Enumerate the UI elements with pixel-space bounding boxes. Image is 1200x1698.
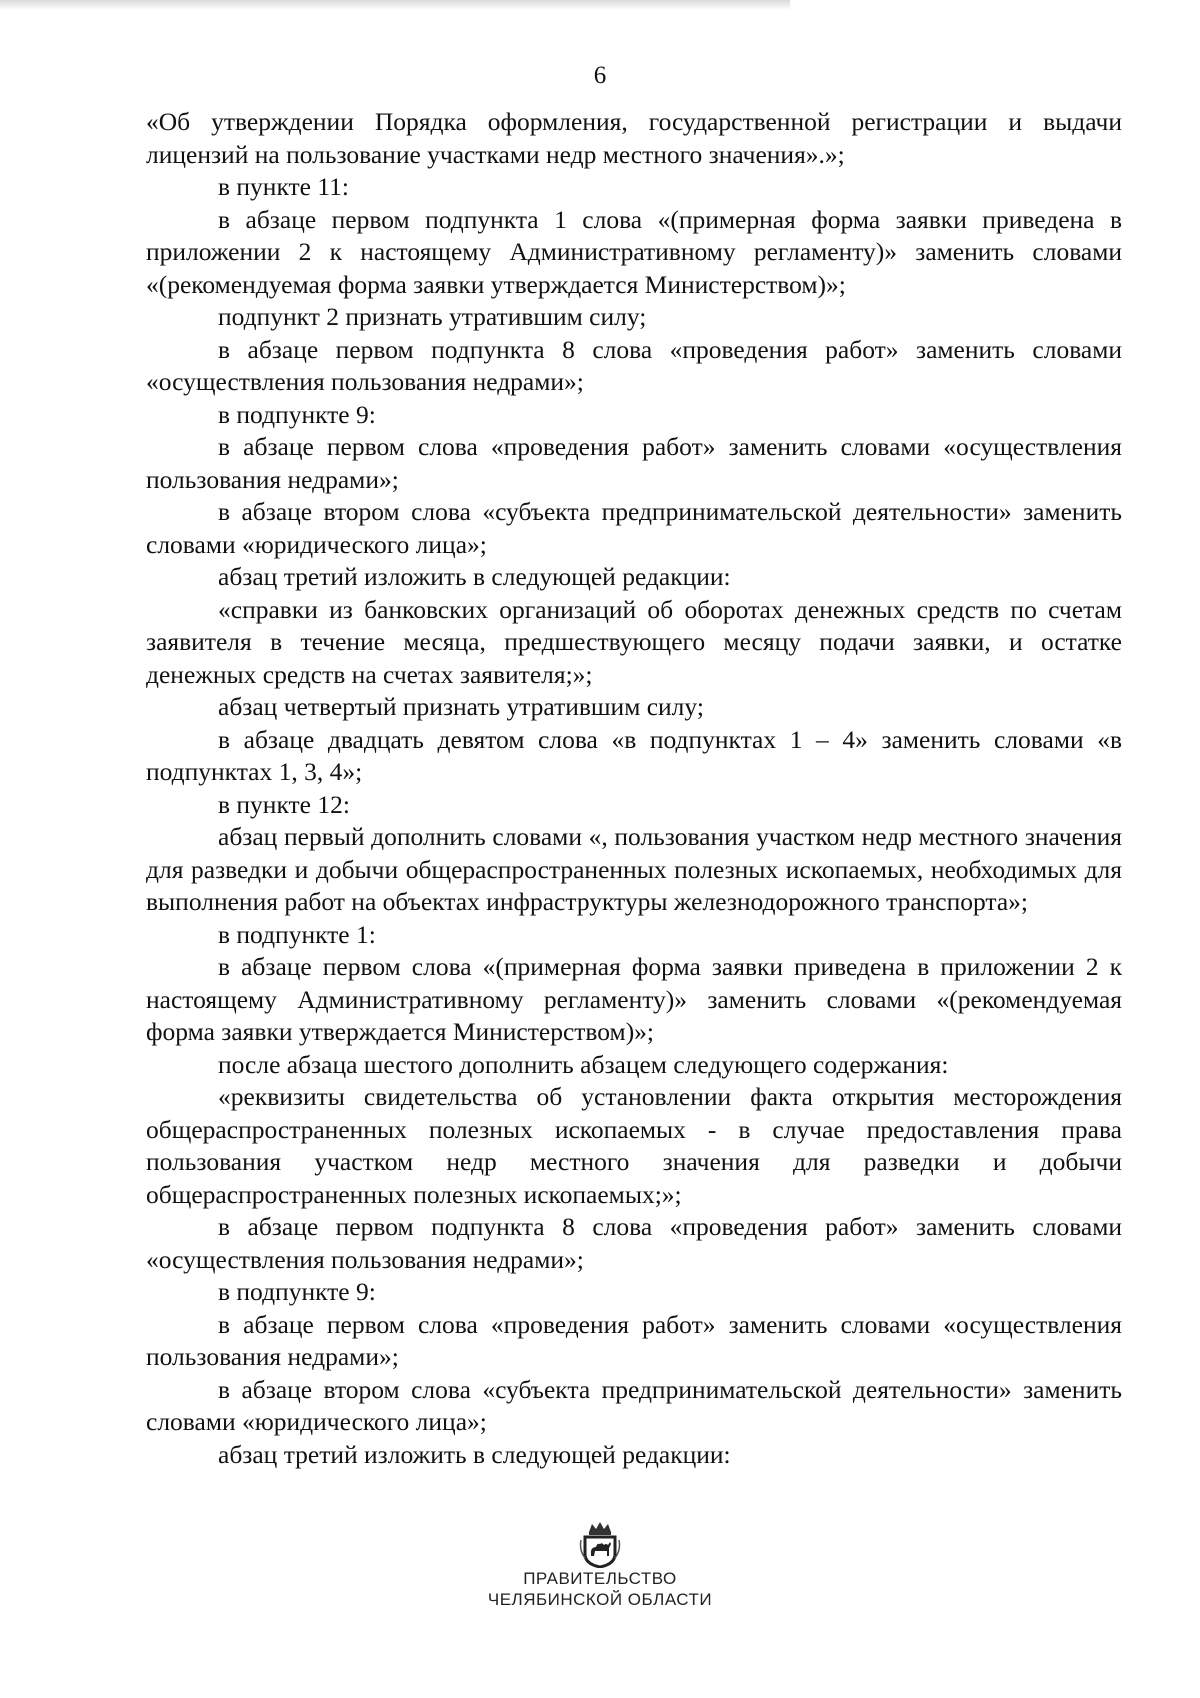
scan-edge-shadow bbox=[0, 0, 790, 10]
paragraph: в абзаце втором слова «субъекта предпринимательской деятельности» заменить словами «юридического лица»; bbox=[146, 1374, 1122, 1436]
issuer-stamp bbox=[0, 1520, 1200, 1610]
paragraph: «Об утверждении Порядка оформления, государственной регистрации и выдачи лицензий на пользование участками недр местного значения».»; bbox=[146, 107, 1122, 169]
paragraph: в абзаце первом подпункта 8 слова «проведения работ» заменить словами «осуществления пользования недрами»; bbox=[146, 334, 1122, 396]
paragraph: в пункте 12: bbox=[218, 789, 350, 819]
paragraph: в абзаце двадцать девятом слова «в подпунктах 1 – 4» заменить словами «в подпунктах 1, 3, 4»; bbox=[146, 724, 1122, 786]
paragraph: в подпункте 9: bbox=[218, 399, 376, 429]
paragraph: в абзаце первом подпункта 8 слова «проведения работ» заменить словами «осуществления пользования недрами»; bbox=[146, 1212, 1122, 1274]
paragraph: в подпункте 1: bbox=[218, 919, 376, 949]
paragraph: в пункте 11: bbox=[218, 172, 349, 201]
paragraph: в абзаце первом слова «проведения работ» заменить словами «осуществления пользования недрами»; bbox=[146, 1309, 1122, 1371]
paragraph: в подпункте 9: bbox=[218, 1277, 376, 1306]
page-number: 6 bbox=[593, 62, 607, 89]
paragraph: подпункт 2 признать утратившим силу; bbox=[218, 302, 647, 331]
chelyabinsk-coat-of-arms-icon bbox=[575, 1520, 625, 1568]
paragraph: абзац четвертый признать утратившим силу; bbox=[218, 692, 704, 721]
paragraph: в абзаце первом слова «проведения работ» заменить словами «осуществления пользования недрами»; bbox=[146, 432, 1122, 494]
paragraph: в абзаце втором слова «субъекта предпринимательской деятельности» заменить словами «юридического лица»; bbox=[146, 497, 1122, 559]
paragraph: после абзаца шестого дополнить абзацем следующего содержания: bbox=[218, 1049, 949, 1079]
paragraph: абзац третий изложить в следующей редакции: bbox=[218, 562, 731, 591]
document-body bbox=[146, 106, 1122, 1471]
paragraph: абзац первый дополнить словами «, пользования участком недр местного значения для разведки и добычи общераспространенных полезных ископаемых, необходимых для выполнения работ на объектах инфраструктуры железнодорожного транспорта»; bbox=[146, 822, 1122, 916]
paragraph: абзац третий изложить в следующей редакции: bbox=[218, 1439, 731, 1469]
paragraph: в абзаце первом подпункта 1 слова «(примерная форма заявки приведена в приложении 2 к настоящему Административному регламенту)» заменить словами «(рекомендуемая форма заявки утверждается Министерством)»; bbox=[146, 204, 1122, 299]
paragraph: «реквизиты свидетельства об установлении факта открытия месторождения общераспространенных полезных ископаемых - в случае предоставления права пользования участком недр местного значения для разведки и добычи общераспространенных полезных ископаемых;»; bbox=[146, 1082, 1122, 1209]
issuer-line-1: ПРАВИТЕЛЬСТВО bbox=[523, 1569, 677, 1588]
paragraph: «справки из банковских организаций об оборотах денежных средств по счетам заявителя в течение месяца, предшествующего месяцу подачи заявки, и остатке денежных средств на счетах заявителя;»; bbox=[146, 594, 1122, 689]
paragraph: в абзаце первом слова «(примерная форма заявки приведена в приложении 2 к настоящему Административному регламенту)» заменить словами «(рекомендуемая форма заявки утверждается Министерством)»; bbox=[146, 952, 1122, 1046]
issuer-line-2: ЧЕЛЯБИНСКОЙ ОБЛАСТИ bbox=[487, 1590, 713, 1609]
